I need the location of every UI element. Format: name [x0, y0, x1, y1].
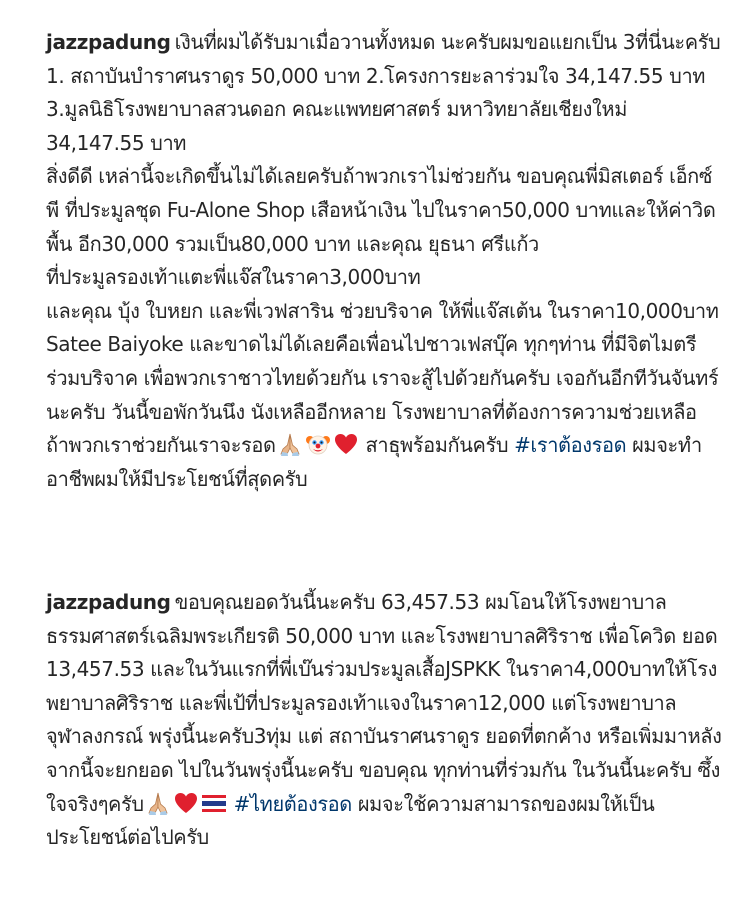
caption-text: ผมจะใช้ความสามารถของผมให้เป็นประโยชน์ต่อไปครับ — [46, 791, 655, 850]
red-heart-icon — [333, 431, 359, 457]
post-caption-2 — [46, 586, 722, 855]
hashtag-link[interactable]: #ไทยต้องรอด — [233, 791, 352, 816]
caption-text: สาธุพร้อมกันครับ — [359, 433, 515, 458]
praying-hands-icon — [277, 431, 303, 457]
caption-text: ผมจะทำอาชีพผมให้มีประโยชน์ที่สุดครับ — [46, 433, 702, 491]
caption-paragraph: และคุณ บุ้ง ใบหยก และพี่เวฟสาริน ช่วยบริจาค ให้พี่แจ๊สเต้น ในราคา10,000บาท Satee Baiyoke และขาดไม่ได้เลยคือเพื่อนไปชาวเฟสบุ๊ค ทุกๆท่าน ที่มีจิตไมตรี ร่วมบริจาค เพื่อพวกเราชาวไทยด้วยกัน เราจะสู้ไปด้วยกันครับ เจอกันอีกทีวันจันทร์นะครับ วันนี้ขอพักวันนึง นังเหลืออีกหลาย โรงพยาบาลที่ต้องการความช่วยเหลือ ถ้าพวกเราช่วยกันเราจะรอด — [46, 298, 719, 458]
caption-paragraph: สิ่งดีดี เหล่านี้จะเกิดขึ้นไม่ได้เลยครับถ้าพวกเราไม่ช่วยกัน ขอบคุณพี่มิสเตอร์ เอ็กซ์พี ที่ประมูลชุด Fu-Alone Shop เสือหน้าเงิน ไปในราคา50,000 บาทและให้ค่าวิดพื้น อีก30,000 รวมเป็น80,000 บาท และคุณ ยุธนา ศรีแก้ว — [46, 164, 716, 256]
thailand-flag-icon — [201, 790, 227, 816]
username-link[interactable]: jazzpadung — [46, 30, 171, 54]
caption-paragraph: เงินที่ผมได้รับมาเมื่อวานทั้งหมด นะครับผมขอแยกเป็น 3ที่นี่นะครับ 1. สถาบันบำราศนราดูร 50,000 บาท 2.โครงการยะลาร่วมใจ 34,147.55 บาท 3.มูลนิธิโรงพยาบาลสวนดอก คณะแพทยศาสตร์ มหาวิทยาลัยเชียงใหม่ 34,147.55 บาท — [46, 30, 721, 155]
post-caption-1 — [46, 26, 722, 496]
caption-paragraph: ขอบคุณยอดวันนี้นะครับ 63,457.53 ผมโอนให้โรงพยาบาล ธรรมศาสตร์เฉลิมพระเกียรติ 50,000 บาท และโรงพยาบาลศิริราช เพื่อโควิด ยอด 13,457.53 และในวันแรกที่พี่เบ๊นร่วมประมูลเสื้อJSPKK ในราคา4,000บาทให้โรงพยาบาลศิริราช และพี่เป้ที่ประมูลรองเท้าแจงในราคา12,000 แต่โรงพยาบาลจุฬาลงกรณ์ พรุ่งนี้นะครับ3ทุ่ม แต่ สถาบันราศนราดูร ยอดที่ตกค้าง หรือเพิ่มมาหลังจากนี้จะยกยอด ไปในวันพรุ่งนี้นะครับ ขอบคุณ ทุกท่านที่ร่วมกัน ในวันนี้นะครับ ซึ้งใจจริงๆครับ — [46, 590, 722, 816]
username-link[interactable]: jazzpadung — [46, 590, 171, 614]
caption-paragraph: ที่ประมูลรองเท้าแตะพี่แจ๊สในราคา3,000บาท — [46, 265, 421, 290]
praying-hands-icon — [145, 790, 171, 816]
red-heart-icon — [173, 790, 199, 816]
clown-face-icon — [305, 431, 331, 457]
hashtag-link[interactable]: #เราต้องรอด — [514, 433, 627, 458]
